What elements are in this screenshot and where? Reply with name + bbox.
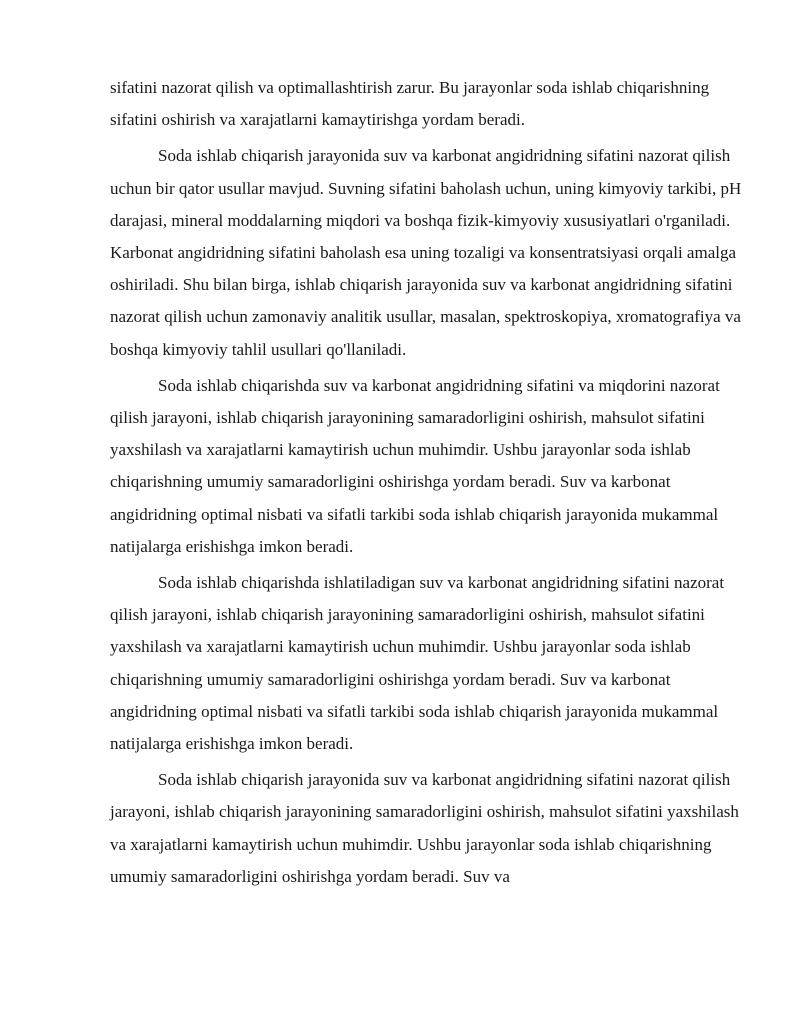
paragraph: Soda ishlab chiqarish jarayonida suv va karbonat angidridning sifatini nazorat qilish uchun bir qator usullar mavjud. Suvning sifatini baholash uchun, uning kimyoviy tarkibi, pH darajasi, mineral moddalarning miqdori va boshqa fizik-kimyoviy xususiyatlari o'rganiladi. Karbonat angidridning sifatini baholash esa uning tozaligi va konsentratsiyasi orqali amalga oshiriladi. Shu bilan birga, ishlab chiqarish jarayonida suv va karbonat angidridning sifatini nazorat qilish uchun zamonaviy analitik usullar, masalan, spektroskopiya, xromatografiya va boshqa kimyoviy tahlil usullari qo'llaniladi. bbox=[110, 146, 742, 359]
paragraph: Soda ishlab chiqarish jarayonida suv va karbonat angidridning sifatini nazorat qilish jarayoni, ishlab chiqarish jarayonining samaradorligini oshirish, mahsulot sifatini yaxshilash va xarajatlarni kamaytirish uchun muhimdir. Ushbu jarayonlar soda ishlab chiqarishning umumiy samaradorligini oshirishga yordam beradi. Suv va bbox=[110, 770, 739, 886]
paragraph: Soda ishlab chiqarishda ishlatiladigan suv va karbonat angidridning sifatini nazorat qilish jarayoni, ishlab chiqarish jarayonining samaradorligini oshirish, mahsulot sifatini yaxshilash va xarajatlarni kamaytirish uchun muhimdir. Ushbu jarayonlar soda ishlab chiqarishning umumiy samaradorligini oshirishga yordam beradi. Suv va karbonat angidridning optimal nisbati va sifatli tarkibi soda ishlab chiqarish jarayonida mukammal natijalarga erishishga imkon beradi. bbox=[110, 573, 725, 754]
paragraph-continuation: sifatini nazorat qilish va optimallashtirish zarur. Bu jarayonlar soda ishlab chiqarishning sifatini oshirish va xarajatlarni kamaytirishga yordam beradi. bbox=[110, 78, 710, 130]
paragraph: Soda ishlab chiqarishda suv va karbonat angidridning sifatini va miqdorini nazorat qilish jarayoni, ishlab chiqarish jarayonining samaradorligini oshirish, mahsulot sifatini yaxshilash va xarajatlarni kamaytirish uchun muhimdir. Ushbu jarayonlar soda ishlab chiqarishning umumiy samaradorligini oshirishga yordam beradi. Suv va karbonat angidridning optimal nisbati va sifatli tarkibi soda ishlab chiqarish jarayonida mukammal natijalarga erishishga imkon beradi. bbox=[110, 375, 720, 556]
document-body bbox=[110, 72, 750, 897]
